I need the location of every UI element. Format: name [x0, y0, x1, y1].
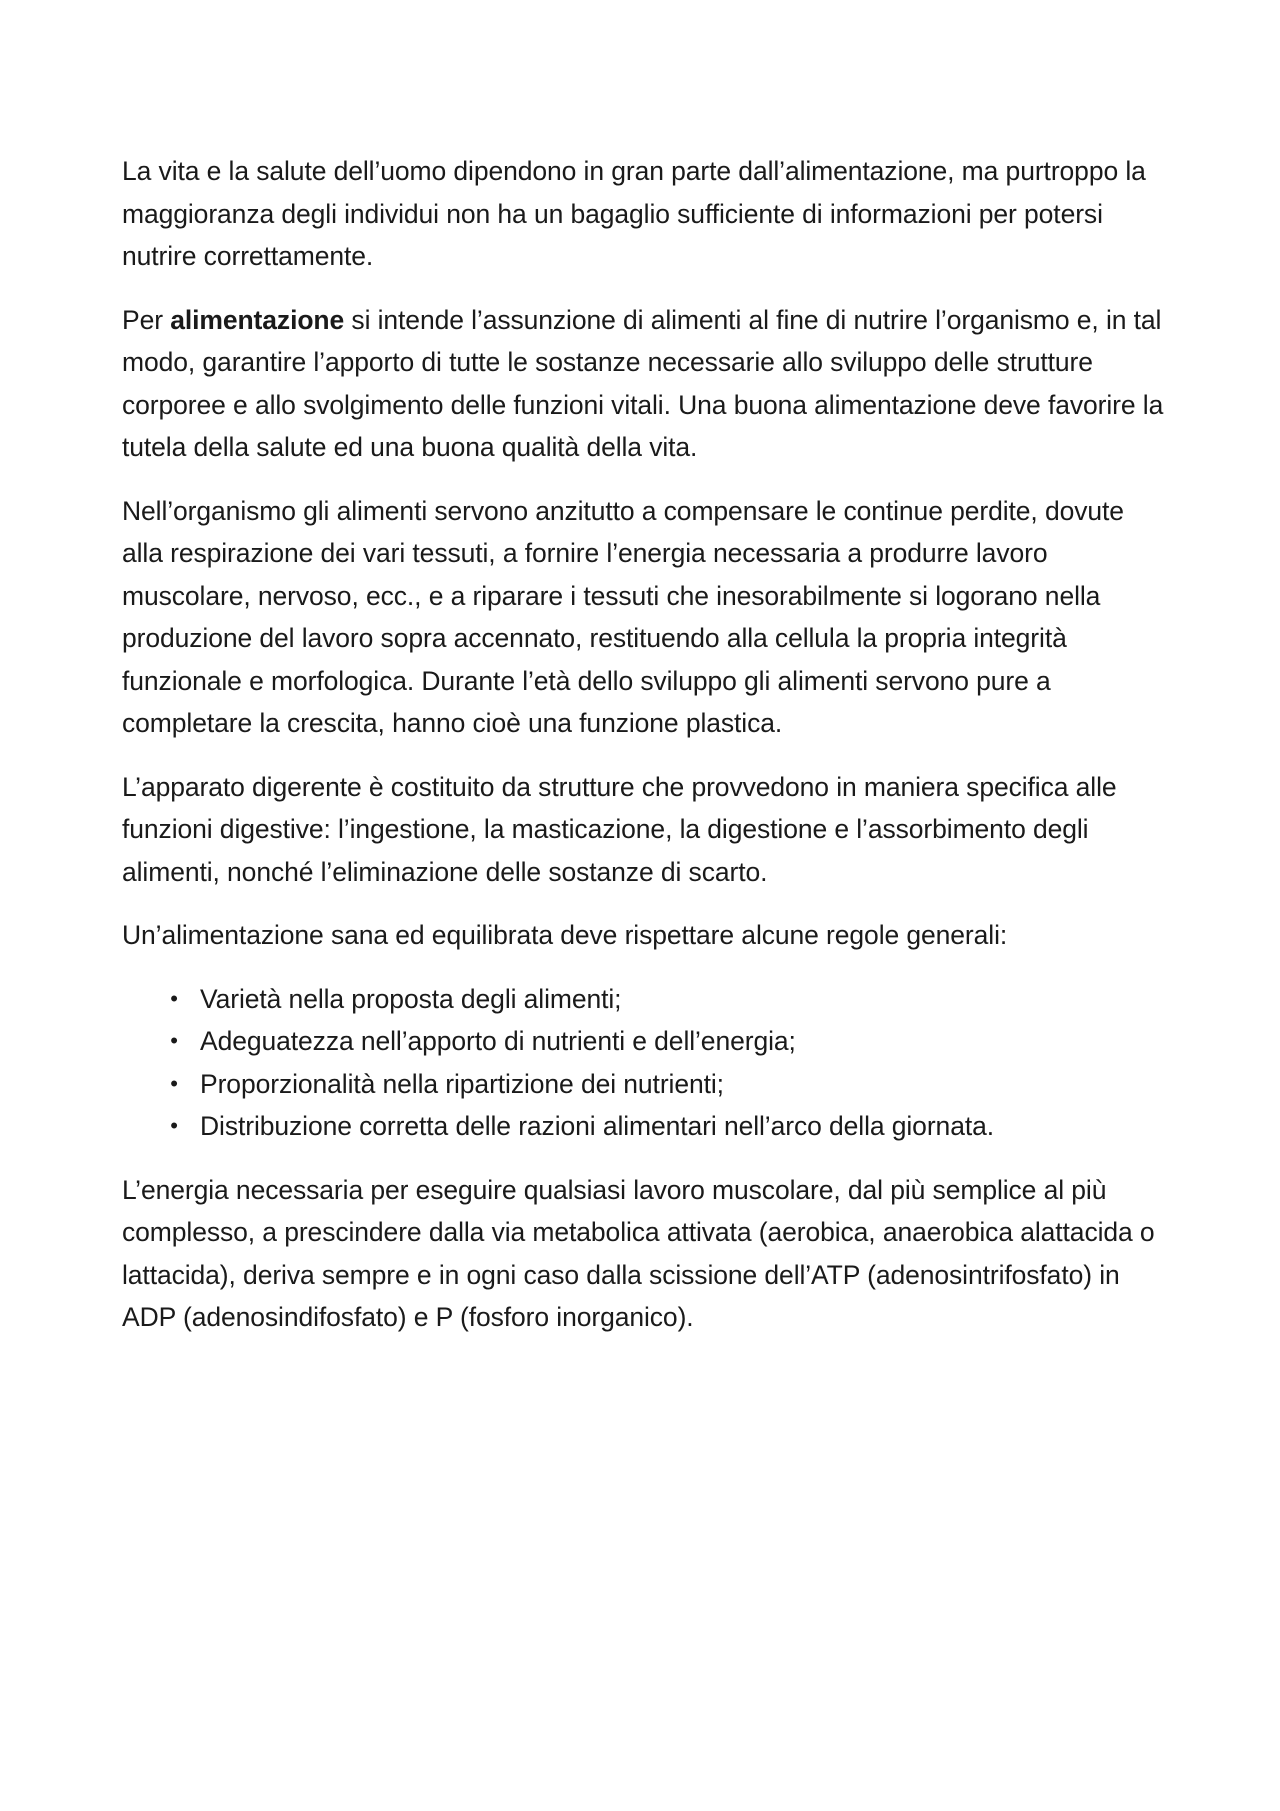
list-item — [122, 978, 1167, 1021]
definition-text: si intende l’assunzione di alimenti al fine di nutrire l’organismo e, in tal modo, garantire l’apporto di tutte le sostanze necessarie allo sviluppo delle strutture corporee e allo svolgimento delle funzioni vitali. Una buona alimentazione deve favorire la tutela della salute ed una buona qualità della vita. — [122, 304, 1164, 462]
list-item — [122, 1020, 1167, 1063]
definition-prefix: Per — [122, 304, 171, 335]
definition-term: alimentazione — [170, 304, 345, 335]
list-item — [122, 1063, 1167, 1106]
paragraph-rules-intro: Un’alimentazione sana ed equilibrata deve rispettare alcune regole generali: — [122, 920, 1008, 950]
paragraph-energy: L’energia necessaria per eseguire qualsiasi lavoro muscolare, dal più semplice al più complesso, a prescindere dalla via metabolica attivata (aerobica, anaerobica alattacida o lattacida), deriva sempre e in ogni caso dalla scissione dell’ATP (adenosintrifosfato) in ADP (adenosindifosfato) e P (fosforo inorganico). — [122, 1174, 1155, 1332]
paragraph-digestive-system: L’apparato digerente è costituito da strutture che provvedono in maniera specifica alle funzioni digestive: l’ingestione, la masticazione, la digestione e l’assorbimento degli alimenti, nonché l’eliminazione delle sostanze di scarto. — [122, 771, 1117, 887]
paragraph-intro: La vita e la salute dell’uomo dipendono in gran parte dall’alimentazione, ma purtroppo la maggioranza degli individui non ha un bagaglio sufficiente di informazioni per potersi nutrire correttamente. — [122, 156, 1146, 271]
paragraph-functions: Nell’organismo gli alimenti servono anzitutto a compensare le continue perdite, dovute alla respirazione dei vari tessuti, a fornire l’energia necessaria a produrre lavoro muscolare, nervoso, ecc., e a riparare i tessuti che inesorabilmente si logorano nella produzione del lavoro sopra accennato, restituendo alla cellula la propria integrità funzionale e morfologica. Durante l’età dello sviluppo gli alimenti servono pure a completare la crescita, hanno cioè una funzione plastica. — [122, 495, 1124, 738]
bullet-icon: • — [170, 1113, 178, 1138]
bullet-icon: • — [170, 985, 178, 1011]
document-body — [122, 150, 1167, 1360]
list-item-text: Distribuzione corretta delle razioni alimentari nell’arco della giornata. — [200, 1111, 994, 1141]
list-item-text: Adeguatezza nell’apporto di nutrienti e dell’energia; — [200, 1026, 796, 1056]
paragraph-definition — [122, 299, 1167, 469]
list-item — [122, 1105, 1167, 1148]
rules-list — [122, 978, 1167, 1148]
bullet-icon: • — [170, 1070, 178, 1096]
list-item-text: Proporzionalità nella ripartizione dei nutrienti; — [200, 1068, 724, 1099]
list-item-text: Varietà nella proposta degli alimenti; — [200, 983, 622, 1014]
bullet-icon: • — [170, 1028, 178, 1053]
